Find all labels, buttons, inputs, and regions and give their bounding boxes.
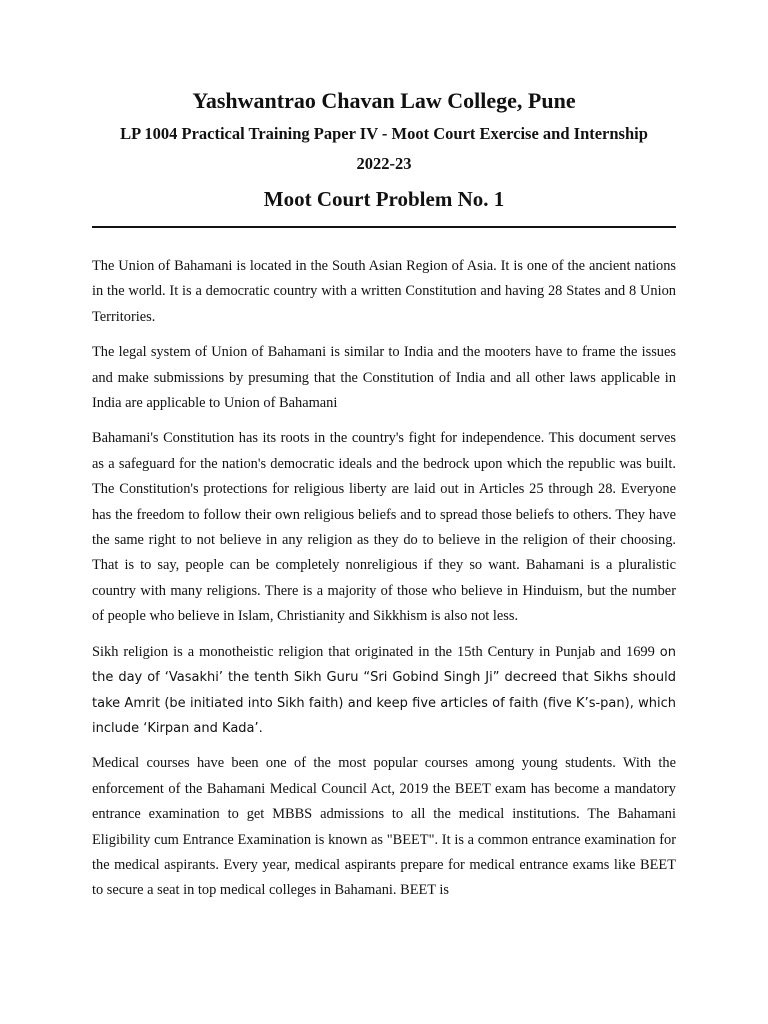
paragraph-legal-system: The legal system of Union of Bahamani is similar to India and the mooters have to frame the issues and make submissions by presuming that the Constitution of India and all other laws applicable in India are applicable to Union of Bahamani <box>92 344 676 412</box>
academic-year: 2022-23 <box>356 154 412 173</box>
paragraph-sikh-religion <box>92 640 676 742</box>
course-title: LP 1004 Practical Training Paper IV - Moot Court Exercise and Internship <box>120 124 648 143</box>
problem-title: Moot Court Problem No. 1 <box>263 187 505 211</box>
college-name: Yashwantrao Chavan Law College, Pune <box>192 88 576 113</box>
paragraph-union-intro: The Union of Bahamani is located in the South Asian Region of Asia. It is one of the ancient nations in the world. It is a democratic country with a written Constitution and having 28 States and 8 Union Territories. <box>92 258 676 325</box>
sikh-paragraph-rest: on the day of ‘Vasakhi’ the tenth Sikh Guru “Sri Gobind Singh Ji” decreed that Sikhs should take Amrit (be initiated into Sikh faith) and keep five articles of faith (five K’s-pan), which include ‘Kirpan and Kada’. <box>92 644 676 736</box>
document-body <box>92 254 676 904</box>
header-divider <box>92 226 676 228</box>
paragraph-medical-courses: Medical courses have been one of the most popular courses among young students. With the enforcement of the Bahamani Medical Council Act, 2019 the BEET exam has become a mandatory entrance examination to get MBBS admissions to all the medical institutions. The Bahamani Eligibility cum Entrance Examination is known as "BEET". It is a common entrance examination for the medical aspirants. Every year, medical aspirants prepare for medical entrance exams like BEET to secure a seat in top medical colleges in Bahamani. BEET is <box>92 755 676 899</box>
document-header <box>92 0 676 214</box>
sikh-paragraph-start: Sikh religion is a monotheistic religion that originated in the 15th Century in Punjab and 1699 <box>92 643 660 660</box>
paragraph-constitution: Bahamani's Constitution has its roots in the country's fight for independence. This document serves as a safeguard for the nation's democratic ideals and the bedrock upon which the republic was built. The Constitution's protections for religious liberty are laid out in Articles 25 through 28. Everyone has the freedom to follow their own religious beliefs and to spread those beliefs to others. They have the same right to not believe in any religion as they do to believe in the religion of their choosing. That is to say, people can be completely nonreligious if they so want. Bahamani is a pluralistic country with many religions. There is a majority of those who believe in Hinduism, but the number of people who believe in Islam, Christianity and Sikkhism is also not less. <box>92 430 676 625</box>
